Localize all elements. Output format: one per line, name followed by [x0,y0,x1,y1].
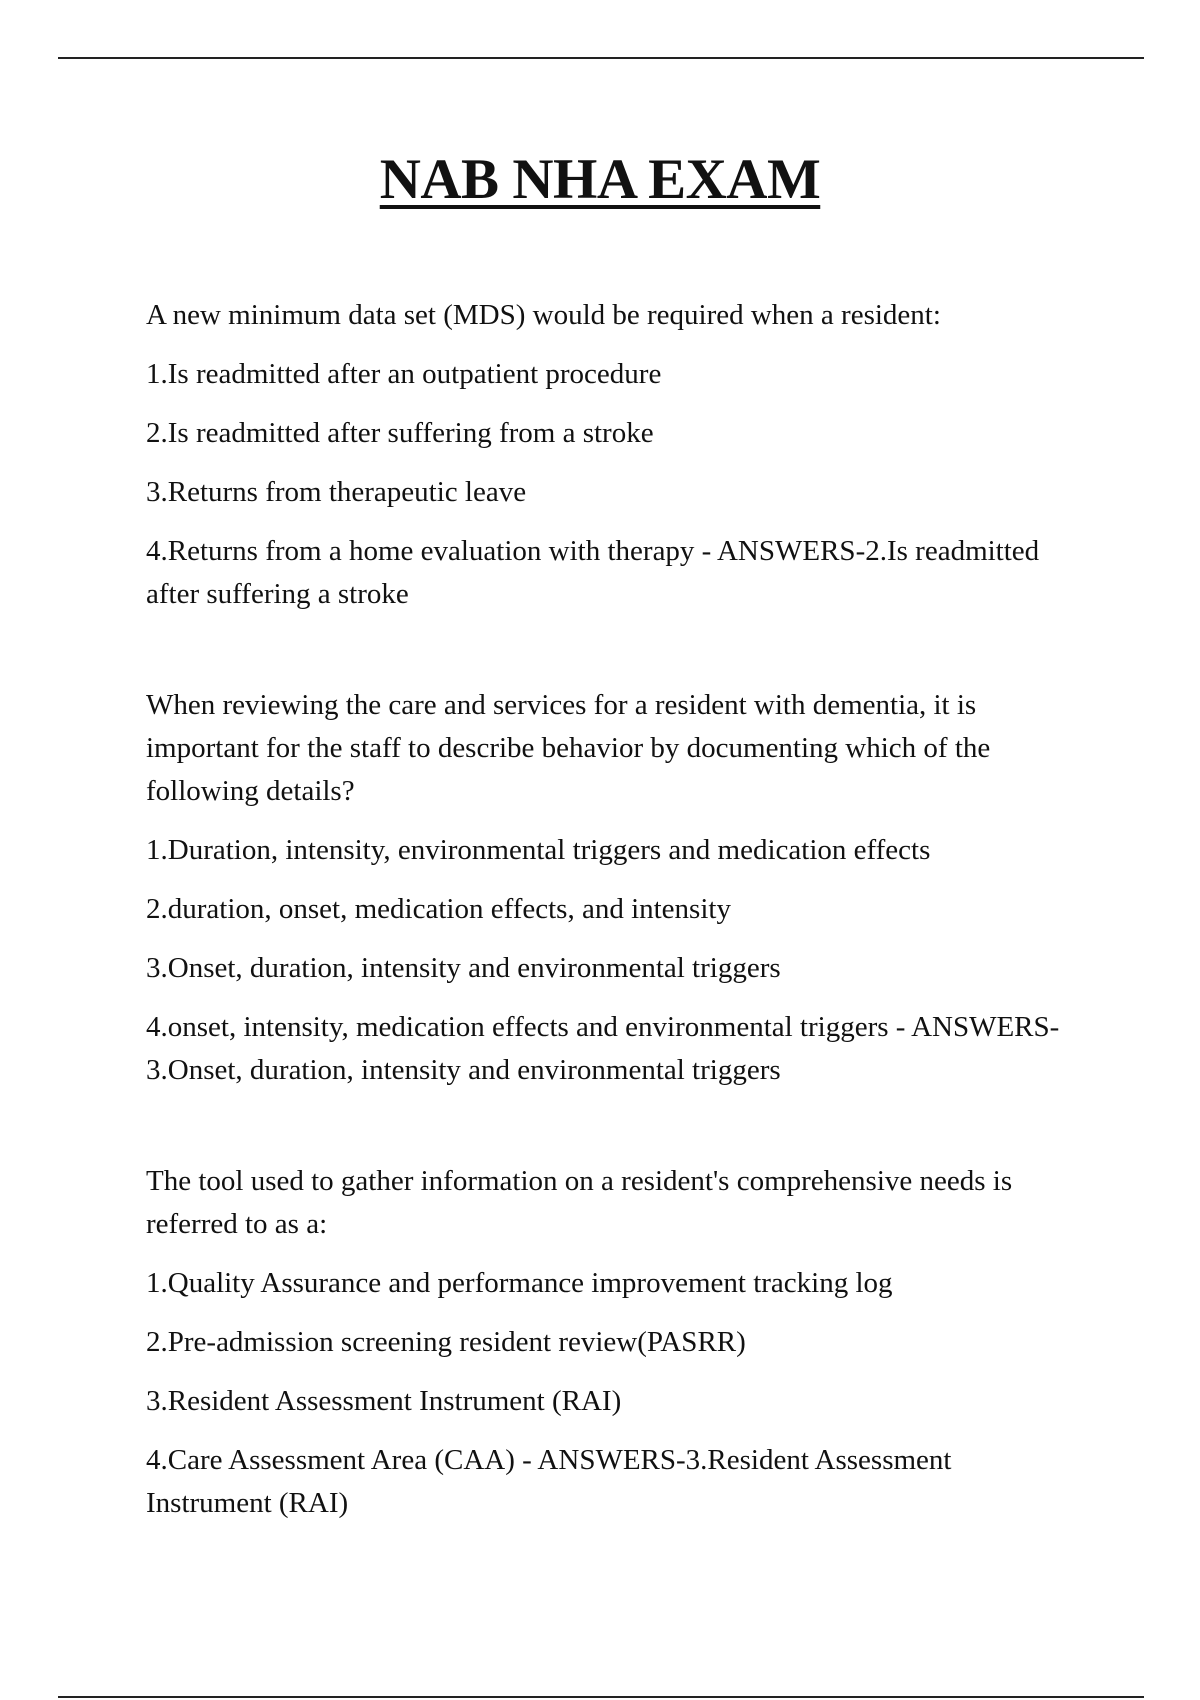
question-text: When reviewing the care and services for a resident with dementia, it is important for the staff to describe behavior by documenting which of the following details? [146,689,991,807]
answer-option-3: 3.Onset, duration, intensity and environmental triggers [146,952,781,984]
bottom-rule [58,1696,1144,1698]
answer-option-1: 1.Is readmitted after an outpatient procedure [146,358,662,390]
question-block-2 [146,684,1066,1092]
answer-option-4-with-answer: 4.Returns from a home evaluation with therapy - ANSWERS-2.Is readmitted after suffering a stroke [146,535,1040,610]
answer-option-4-with-answer: 4.onset, intensity, medication effects and environmental triggers - ANSWERS-3.Onset, duration, intensity and environmental triggers [146,1011,1060,1086]
top-rule [58,57,1144,59]
question-block-3 [146,1160,1066,1525]
answer-option-2: 2.duration, onset, medication effects, and intensity [146,893,731,925]
question-text: A new minimum data set (MDS) would be required when a resident: [146,299,941,331]
answer-option-2: 2.Pre-admission screening resident review(PASRR) [146,1326,746,1358]
answer-option-2: 2.Is readmitted after suffering from a stroke [146,417,654,449]
page-title-text: NAB NHA EXAM [379,148,821,211]
answer-option-1: 1.Quality Assurance and performance improvement tracking log [146,1267,893,1299]
answer-option-4-with-answer: 4.Care Assessment Area (CAA) - ANSWERS-3.Resident Assessment Instrument (RAI) [146,1444,952,1519]
question-block-1 [146,294,1066,616]
page-title [0,148,1200,212]
answer-option-3: 3.Returns from therapeutic leave [146,476,527,508]
answer-option-3: 3.Resident Assessment Instrument (RAI) [146,1385,622,1417]
question-text: The tool used to gather information on a resident's comprehensive needs is referred to as a: [146,1165,1013,1240]
questions-section [146,294,1066,1525]
answer-option-1: 1.Duration, intensity, environmental triggers and medication effects [146,834,931,866]
